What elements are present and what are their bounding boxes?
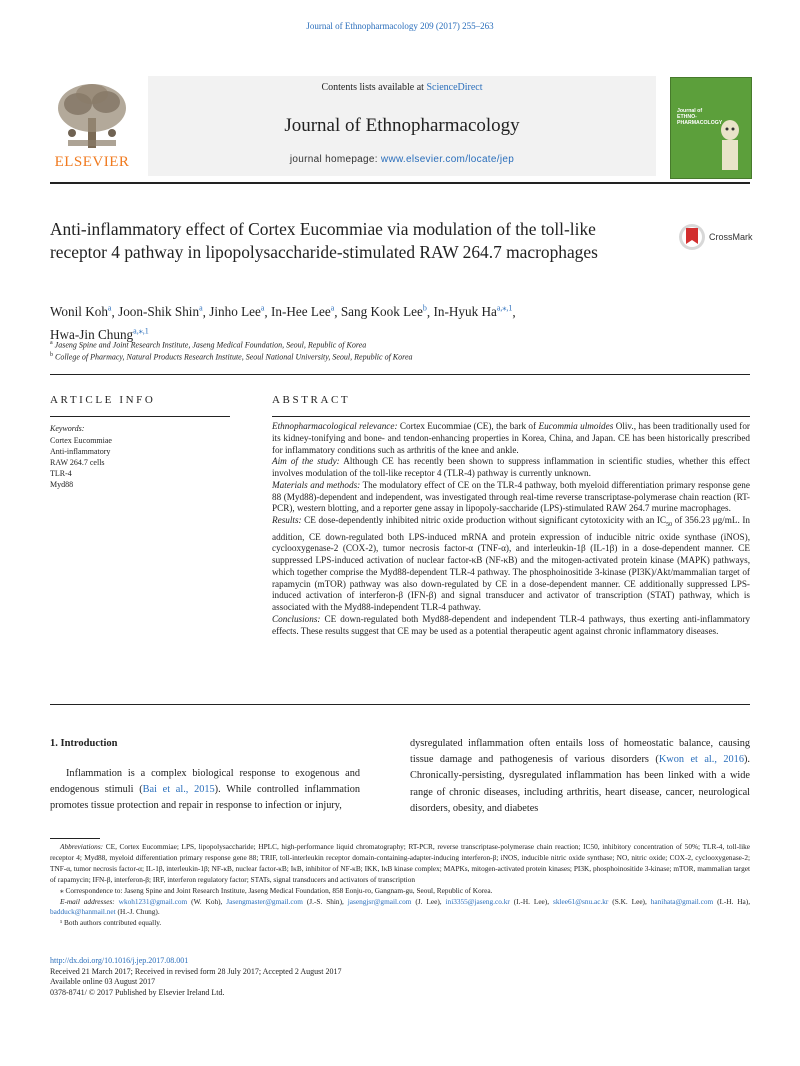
journal-name: Journal of Ethnopharmacology xyxy=(284,115,520,136)
abstract-methods: Materials and methods: The modulatory effect of CE on the TLR-4 pathway, both myeloid differentiation primary response gene 88 (Myd88)-dependent and independent, was investigated through real-time reverse transcriptase-polymerase chain reaction (RT-PCR), western blotting, and a reporter gene assay in lipopoly-saccharide (LPS)-stimulated RAW 264.7 murine macrophages. xyxy=(272,479,750,514)
author[interactable]: In-Hee Lee$^a$ xyxy=(271,304,335,320)
journal-cover-thumbnail[interactable] xyxy=(670,77,752,179)
intro-paragraph: Inflammation is a complex biological response to exogenous and endogenous stimuli (Bai et al., 2015). While controlled inflammation promotes tissue protection and repair in response to infection or injury, xyxy=(50,768,360,812)
abstract-aim: Aim of the study: Although CE has recently been shown to suppress inflammation in scientific studies, whether this effect involves modulation of the toll-like receptor 4 (TLR-4) pathway is currently unknown. xyxy=(272,456,751,478)
abstract-conclusions: Conclusions: CE down-regulated both Myd88-dependent and independent TLR-4 pathways, thus exerting anti-inflammatory effects. These results suggest that CE may be used as a potential therapeutic agent against chronic inflammatory diseases. xyxy=(272,613,750,636)
author[interactable]: Sang Kook Lee$^b$ xyxy=(340,304,427,320)
contents-line xyxy=(148,82,656,93)
author[interactable]: Hwa-Jin Chung$^{a,⁎,1}$ xyxy=(50,326,149,342)
crossmark-label[interactable]: CrossMark xyxy=(709,232,753,242)
email-link[interactable]: Jasengmaster@gmail.com xyxy=(226,896,303,906)
email-link[interactable]: sklee61@snu.ac.kr xyxy=(553,896,609,906)
abstract-heading: ABSTRACT xyxy=(272,394,351,406)
keyword: RAW 264.7 cells xyxy=(50,458,105,468)
keyword: Myd88 xyxy=(50,480,74,490)
affiliation: $^b$ College of Pharmacy, Natural Products Research Institute, Seoul National University, Seoul, Republic of Korea xyxy=(50,352,413,362)
email-link[interactable]: ini3355@jaseng.co.kr xyxy=(445,896,510,906)
article-title: Anti-inflammatory effect of Cortex Eucommiae via modulation of the toll-like receptor 4 pathway in lipopolysaccharide-stimulated RAW 264.7 macrophages xyxy=(50,219,598,262)
abstract-rule xyxy=(272,416,750,417)
keyword: TLR-4 xyxy=(50,469,72,479)
abstract-end-rule xyxy=(50,704,750,705)
correspondence-footnote: ⁎ Correspondence to: Jaseng Spine and Joint Research Institute, Jaseng Medical Foundation, 858 Eonju-ro, Gangnam-gu, Seoul, Republic of Korea. xyxy=(60,885,493,895)
equal-contribution-footnote: ¹ Both authors contributed equally. xyxy=(60,918,162,928)
title-rule xyxy=(50,374,750,375)
contents-prefix: Contents lists available at xyxy=(321,82,427,93)
abstract-relevance: Ethnopharmacological relevance: Cortex Eucommiae (CE), the bark of Eucommia ulmoides Oliv., has been traditionally used for its kidney-tonifying and bone- and tendon-enhancing properties in Korea, China, and Japan. CE has been historically prescribed for inflammatory conditions such as arthritis of the knee and ankle. xyxy=(272,421,750,455)
email-footnote: E-mail addresses: wkoh1231@gmail.com (W. Koh), Jasengmaster@gmail.com (J.-S. Shin), jasengjsr@gmail.com (J. Lee), ini3355@jaseng.co.kr (I.-H. Lee), sklee61@snu.ac.kr (S.K. Lee), hanihata@gmail.com (I.-H. Ha), badduck@hanmail.net (H.-J. Chung). xyxy=(50,896,751,917)
email-link[interactable]: jasengjsr@gmail.com xyxy=(347,896,412,906)
doi-link[interactable]: http://dx.doi.org/10.1016/j.jep.2017.08.001 xyxy=(50,956,189,965)
keyword: Anti-inflammatory xyxy=(50,447,111,457)
affiliation: $^a$ Jaseng Spine and Joint Research Institute, Jaseng Medical Foundation, Seoul, Republic of Korea xyxy=(50,340,367,350)
citation-link[interactable]: Bai et al., 2015 xyxy=(142,784,215,796)
publisher-wordmark: ELSEVIER xyxy=(54,154,130,170)
keywords-list xyxy=(50,435,112,490)
email-link[interactable]: badduck@hanmail.net xyxy=(50,907,116,917)
abbreviations-footnote: Abbreviations: CE, Cortex Eucommiae; LPS, lipopolysaccharide; HPLC, high-performance liquid chromatography; RT-PCR, reverse transcriptase-polymerase chain reaction; IC50, inhibitory concentration of 50%; TLR-4, toll-like receptor 4; Myd88, myeloid differentiation primary response gene 88; TRIF, toll-interleukin receptor domain-containing-adapter-inducing interferon-β; iNOS, inducible nitric oxide synthase; NO, nitric oxide; COX-2, cyclooxygenase-2; TNF-α, tumor necrosis factor-α; IL-1β, interleukin-1β; NF-κB, nuclear factor-κB; IκB, inhibitor of NF-κB; IKK, IκB kinase complex; MAPKs, mitogen-activated protein kinases; PI3K, phosphoinositide 3-kinase; mTOR, mammalian target of rapamycin; IFN-β, interferon-β; IRF, interferon regulatory factor; STATs, signal transducers and activators of transcription xyxy=(50,842,750,884)
citation-link[interactable]: Kwon et al., 2016 xyxy=(658,754,744,766)
footnotes xyxy=(50,842,750,929)
header-rule xyxy=(50,182,750,184)
intro-right-column xyxy=(410,736,750,817)
copyright: 0378-8741/ © 2017 Published by Elsevier Ireland Ltd. xyxy=(50,987,225,997)
email-link[interactable]: hanihata@gmail.com xyxy=(650,896,714,906)
keywords-label: Keywords: xyxy=(50,424,85,433)
abstract-body xyxy=(272,421,750,637)
author[interactable]: In-Hyuk $Ha^{a,⁎,1}$ xyxy=(433,304,513,320)
publication-info xyxy=(50,956,750,998)
article-info-rule xyxy=(50,416,230,417)
cover-title: Journal of ETHNO- PHARMACOLOGY xyxy=(677,108,723,126)
email-link[interactable]: wkoh1231@gmail.com xyxy=(118,896,188,906)
received-dates: Received 21 March 2017; Received in revised form 28 July 2017; Accepted 2 August 2017 xyxy=(50,966,342,976)
intro-paragraph: dysregulated inflammation often entails loss of homeostatic balance, causing tissue damage and pathogenesis of various disorders (Kwon et al., 2016). Chronically-persisting, dysregulated inflammation has been linked with a wide range of chronic diseases, including arthritis, heart disease, cancer, neurological disorders, obesity, and diabetes xyxy=(410,738,750,814)
intro-left-column xyxy=(50,766,360,815)
keyword: Cortex Eucommiae xyxy=(50,436,112,445)
abstract-results: Results: CE dose-dependently inhibited nitric oxide production without significant cytotoxicity with an $IC_{50}$ of 356.23 μg/mL. In addition, CE down-regulated both LPS-induced mRNA and protein expression of inducible nitric oxide synthase (iNOS), cyclooxygenase-2 (COX-2), tumor necrosis factor-α (TNF-α), and interleukin-1β (IL-1β) in a dose-dependent manner. CE suppressed LPS-induced activation of nuclear factor-κB (NF-κB) and the mitogen-activated protein kinase (MAPK) pathways, which together comprise the Myd88-dependent TLR-4 pathway. The phosphoinositide 3-kinase (PI3K)/Akt/mammalian target of rapamycin (mTOR) pathway was also down-regulated by CE in a dose-dependent manner. CE additionally suppressed LPS-induced activation of interferon-β (IFN-β) and signal transducer and activator of transcription (STAT) pathway, which is associated with the Myd88-independent TLR-4 pathway. xyxy=(272,515,750,613)
sciencedirect-link[interactable]: ScienceDirect xyxy=(426,82,483,93)
article-info-heading: ARTICLE INFO xyxy=(50,394,156,406)
author[interactable]: Jinho Lee$^a$ xyxy=(209,304,265,320)
author-list: Wonil Koh$^a$, Joon-Shik Shin$^a$, Jinho Lee$^a$, In-Hee Lee$^a$, Sang Kook Lee$^b$, In-Hyuk $Ha^{a,⁎,1}$, Hwa-Jin Chung$^{a,⁎,1}$ xyxy=(50,304,516,342)
running-head[interactable]: Journal of Ethnopharmacology 209 (2017) 255–263 xyxy=(306,21,494,31)
section-heading: 1. Introduction xyxy=(50,738,118,749)
cover-figure-icon xyxy=(713,118,747,174)
author[interactable]: Wonil Koh$^a$ xyxy=(50,304,112,320)
homepage-link[interactable]: www.elsevier.com/locate/jep xyxy=(380,154,515,165)
author[interactable]: Joon-Shik Shin$^a$ xyxy=(118,304,203,320)
homepage-line xyxy=(148,154,656,165)
footnote-rule xyxy=(50,838,100,839)
homepage-prefix: journal homepage: xyxy=(289,154,381,165)
online-date: Available online 03 August 2017 xyxy=(50,977,156,987)
